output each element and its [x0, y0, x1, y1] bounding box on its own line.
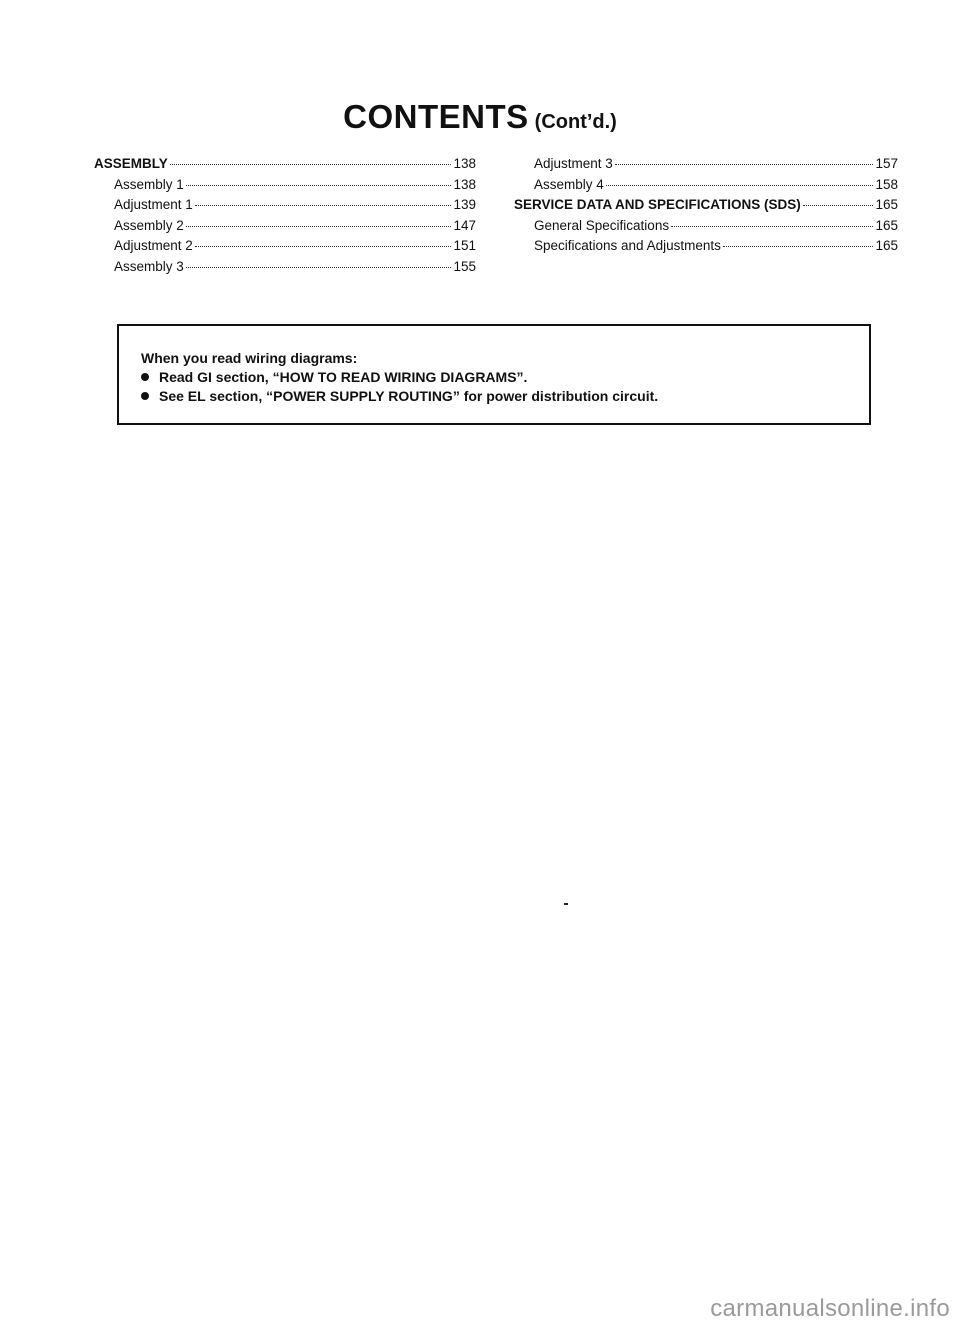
dot-leader [186, 267, 452, 268]
toc-entry[interactable] [94, 195, 476, 216]
dot-leader [671, 226, 873, 227]
bullet-icon [141, 392, 149, 400]
dot-leader [615, 164, 874, 165]
dot-leader [723, 246, 874, 247]
print-speck [564, 903, 568, 905]
toc-entry-page: 165 [875, 238, 898, 253]
dot-leader [195, 205, 452, 206]
toc-entry-page: 139 [453, 197, 476, 212]
toc-entry[interactable] [514, 216, 898, 237]
toc-entry-label: Adjustment 3 [534, 156, 613, 171]
toc-entry[interactable] [514, 236, 898, 257]
notice-bullet [141, 388, 658, 404]
toc-entry-page: 157 [875, 156, 898, 171]
notice-bullet-text: See EL section, “POWER SUPPLY ROUTING” for power distribution circuit. [159, 388, 659, 404]
toc-entry-label: ASSEMBLY [94, 156, 168, 171]
wiring-diagram-notice-box [117, 324, 871, 425]
toc-right-column [514, 154, 898, 257]
dot-leader [186, 226, 452, 227]
watermark-text: carmanualsonline.info [710, 1295, 950, 1322]
toc-entry-label: General Specifications [534, 217, 670, 233]
toc-entry[interactable] [94, 216, 476, 237]
toc-entry-label: SERVICE DATA AND SPECIFICATIONS (SDS) [514, 197, 801, 212]
toc-entry-label: Assembly 4 [534, 176, 604, 192]
toc-entry[interactable] [94, 154, 476, 175]
toc-entry-page: 165 [875, 197, 898, 212]
toc-entry-page: 147 [453, 217, 476, 233]
toc-entry-label: Assembly 3 [114, 258, 184, 274]
toc-entry-page: 138 [453, 156, 476, 171]
toc-entry-label: Specifications and Adjustments [534, 238, 721, 253]
toc-entry-label: Adjustment 1 [114, 197, 193, 212]
notice-heading: When you read wiring diagrams: [141, 350, 358, 366]
dot-leader [803, 205, 874, 206]
toc-entry[interactable] [94, 257, 476, 278]
title-main: CONTENTS [343, 98, 529, 135]
toc-entry-page: 165 [875, 217, 898, 233]
toc-entry[interactable] [514, 154, 898, 175]
bullet-icon [141, 373, 149, 381]
toc-entry[interactable] [514, 195, 898, 216]
title-continued: (Cont’d.) [534, 111, 617, 133]
toc-entry-page: 138 [453, 176, 476, 192]
dot-leader [195, 246, 452, 247]
dot-leader [170, 164, 452, 165]
toc-entry-label: Adjustment 2 [114, 238, 193, 253]
toc-left-column [94, 154, 476, 277]
page-title [0, 98, 960, 136]
dot-leader [186, 185, 452, 186]
notice-bullet-text: Read GI section, “HOW TO READ WIRING DIAGRAMS”. [159, 369, 528, 385]
toc-entry-label: Assembly 1 [114, 176, 184, 192]
toc-entry-label: Assembly 2 [114, 217, 184, 233]
dot-leader [606, 185, 874, 186]
toc-entry[interactable] [514, 175, 898, 196]
toc-entry-page: 155 [453, 258, 476, 274]
toc-entry-page: 158 [875, 176, 898, 192]
toc-entry[interactable] [94, 236, 476, 257]
toc-entry[interactable] [94, 175, 476, 196]
notice-bullet [141, 369, 527, 385]
toc-entry-page: 151 [453, 238, 476, 253]
